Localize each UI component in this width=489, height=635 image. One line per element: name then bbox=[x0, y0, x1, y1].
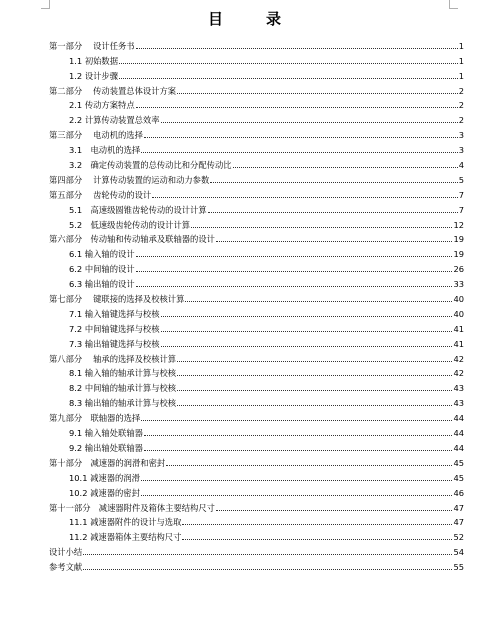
dot-leader bbox=[144, 435, 453, 436]
toc-page-number: 19 bbox=[453, 234, 464, 245]
dot-leader bbox=[191, 227, 452, 228]
toc-entry-label: 第五部分 齿轮传动的设计 bbox=[49, 189, 152, 200]
toc-entry-label: 7.2 中间轴键选择与校核 bbox=[69, 323, 160, 334]
toc-subsection-entry[interactable] bbox=[49, 423, 464, 438]
toc-entry-label: 6.2 中间轴的设计 bbox=[69, 264, 135, 275]
dot-leader bbox=[161, 316, 453, 317]
toc-page-number: 45 bbox=[453, 472, 464, 483]
toc-entry-label: 1.2 设计步骤 bbox=[69, 70, 119, 81]
toc-entry-label: 6.1 输入轴的设计 bbox=[69, 249, 135, 260]
toc-entry-label: 2.2 计算传动装置总效率 bbox=[69, 115, 160, 126]
dot-leader bbox=[83, 569, 452, 570]
dot-leader bbox=[161, 122, 458, 123]
toc-entry-label: 1.1 初始数据 bbox=[69, 55, 119, 66]
toc-subsection-entry[interactable] bbox=[49, 140, 464, 155]
toc-subsection-entry[interactable] bbox=[49, 244, 464, 259]
toc-page-number: 19 bbox=[453, 249, 464, 260]
toc-entry-label: 9.1 输入轴处联轴器 bbox=[69, 428, 143, 439]
toc-page-number: 52 bbox=[453, 532, 464, 543]
dot-leader bbox=[182, 524, 452, 525]
toc-page-number: 44 bbox=[453, 428, 464, 439]
toc-subsection-entry[interactable] bbox=[49, 513, 464, 528]
toc-entry-label: 第二部分 传动装置总体设计方案 bbox=[49, 85, 177, 96]
toc-entry-label: 2.1 传动方案特点 bbox=[69, 100, 135, 111]
dot-leader bbox=[161, 331, 453, 332]
toc-page-number: 43 bbox=[453, 383, 464, 394]
toc-entry-label: 8.2 中间轴的轴承计算与校核 bbox=[69, 383, 177, 394]
toc-entry-label: 设计小结 bbox=[49, 547, 83, 558]
toc-section-entry[interactable] bbox=[49, 81, 464, 96]
toc-subsection-entry[interactable] bbox=[49, 259, 464, 274]
toc-subsection-entry[interactable] bbox=[49, 364, 464, 379]
toc-subsection-entry[interactable] bbox=[49, 527, 464, 542]
dot-leader bbox=[141, 480, 453, 481]
toc-entry-label: 5.2 低速级齿轮传动的设计计算 bbox=[69, 219, 191, 230]
dot-leader bbox=[136, 271, 453, 272]
toc-entry-label: 3.1 电动机的选择 bbox=[69, 145, 141, 156]
toc-entry-label: 7.3 输出轴键选择与校核 bbox=[69, 338, 160, 349]
toc-page-number: 41 bbox=[453, 338, 464, 349]
toc-entry-label: 第三部分 电动机的选择 bbox=[49, 130, 143, 141]
toc-section-entry[interactable] bbox=[49, 542, 464, 557]
toc-page-number: 5 bbox=[458, 174, 464, 185]
toc-entry-label: 10.2 减速器的密封 bbox=[69, 487, 140, 498]
toc-entry-label: 第四部分 计算传动装置的运动和动力参数 bbox=[49, 174, 210, 185]
toc-entry-label: 第八部分 轴承的选择及校核计算 bbox=[49, 353, 177, 364]
dot-leader bbox=[136, 256, 453, 257]
toc-subsection-entry[interactable] bbox=[49, 155, 464, 170]
dot-leader bbox=[177, 361, 452, 362]
toc-subsection-entry[interactable] bbox=[49, 200, 464, 215]
toc-page-number: 42 bbox=[453, 368, 464, 379]
toc-entry-label: 参考文献 bbox=[49, 562, 83, 573]
toc-subsection-entry[interactable] bbox=[49, 334, 464, 349]
toc-subsection-entry[interactable] bbox=[49, 483, 464, 498]
dot-leader bbox=[208, 212, 458, 213]
toc-page-number: 2 bbox=[458, 115, 464, 126]
toc-page-number: 3 bbox=[458, 130, 464, 141]
table-of-contents bbox=[49, 36, 464, 572]
toc-page-number: 40 bbox=[453, 308, 464, 319]
toc-page-number: 42 bbox=[453, 353, 464, 364]
toc-page-number: 1 bbox=[458, 40, 464, 51]
dot-leader bbox=[177, 390, 452, 391]
toc-entry-label: 第九部分 联轴器的选择 bbox=[49, 413, 141, 424]
toc-section-entry[interactable] bbox=[49, 498, 464, 513]
toc-entry-label: 10.1 减速器的润滑 bbox=[69, 472, 140, 483]
toc-entry-label: 7.1 输入轴键选择与校核 bbox=[69, 308, 160, 319]
toc-page-number: 1 bbox=[458, 55, 464, 66]
dot-leader bbox=[141, 420, 452, 421]
toc-entry-label: 3.2 确定传动装置的总传动比和分配传动比 bbox=[69, 160, 232, 171]
toc-page-number: 44 bbox=[453, 442, 464, 453]
toc-section-entry[interactable] bbox=[49, 408, 464, 423]
dot-leader bbox=[185, 301, 452, 302]
toc-page-number: 33 bbox=[453, 279, 464, 290]
toc-entry-label: 第十部分 减速器的润滑和密封 bbox=[49, 457, 166, 468]
toc-page-number: 46 bbox=[453, 487, 464, 498]
toc-section-entry[interactable] bbox=[49, 230, 464, 245]
toc-subsection-entry[interactable] bbox=[49, 378, 464, 393]
toc-subsection-entry[interactable] bbox=[49, 438, 464, 453]
toc-page-number: 1 bbox=[458, 70, 464, 81]
dot-leader bbox=[182, 539, 452, 540]
toc-entry-label: 5.1 高速级圆锥齿轮传动的设计计算 bbox=[69, 204, 207, 215]
toc-entry-label: 6.3 输出轴的设计 bbox=[69, 279, 135, 290]
toc-page-number: 3 bbox=[458, 145, 464, 156]
toc-entry-label: 第一部分 设计任务书 bbox=[49, 40, 135, 51]
toc-page-number: 55 bbox=[453, 562, 464, 573]
toc-section-entry[interactable] bbox=[49, 125, 464, 140]
toc-page-number: 47 bbox=[453, 517, 464, 528]
toc-entry-label: 8.3 输出轴的轴承计算与校核 bbox=[69, 398, 177, 409]
toc-entry-label: 第十一部分 减速器附件及箱体主要结构尺寸 bbox=[49, 502, 215, 513]
toc-subsection-entry[interactable] bbox=[49, 274, 464, 289]
dot-leader bbox=[216, 241, 452, 242]
toc-entry-label: 第六部分 传动轴和传动轴承及联轴器的设计 bbox=[49, 234, 215, 245]
toc-subsection-entry[interactable] bbox=[49, 319, 464, 334]
toc-page-number: 12 bbox=[453, 219, 464, 230]
toc-page-number: 7 bbox=[458, 189, 464, 200]
toc-section-entry[interactable] bbox=[49, 349, 464, 364]
toc-page-number: 26 bbox=[453, 264, 464, 275]
toc-page-number: 41 bbox=[453, 323, 464, 334]
toc-title: 目 录 bbox=[207, 10, 295, 28]
toc-page-number: 45 bbox=[453, 457, 464, 468]
toc-section-entry[interactable] bbox=[49, 185, 464, 200]
toc-page-number: 47 bbox=[453, 502, 464, 513]
toc-page-number: 40 bbox=[453, 294, 464, 305]
dot-leader bbox=[136, 107, 458, 108]
toc-entry-label: 8.1 输入轴的轴承计算与校核 bbox=[69, 368, 177, 379]
toc-section-entry[interactable] bbox=[49, 170, 464, 185]
dot-leader bbox=[177, 375, 452, 376]
dot-leader bbox=[166, 465, 452, 466]
dot-leader bbox=[83, 554, 452, 555]
dot-leader bbox=[177, 405, 452, 406]
toc-entry-label: 第七部分 键联接的选择及校核计算 bbox=[49, 294, 185, 305]
toc-page-number: 2 bbox=[458, 100, 464, 111]
dot-leader bbox=[233, 167, 458, 168]
dot-leader bbox=[210, 182, 457, 183]
toc-page-number: 2 bbox=[458, 85, 464, 96]
toc-page-number: 54 bbox=[453, 547, 464, 558]
dot-leader bbox=[119, 63, 458, 64]
toc-subsection-entry[interactable] bbox=[49, 393, 464, 408]
dot-leader bbox=[144, 450, 453, 451]
toc-section-entry[interactable] bbox=[49, 557, 464, 572]
dot-leader bbox=[141, 152, 457, 153]
dot-leader bbox=[216, 510, 452, 511]
dot-leader bbox=[152, 197, 458, 198]
toc-page-number: 43 bbox=[453, 398, 464, 409]
toc-section-entry[interactable] bbox=[49, 453, 464, 468]
toc-section-entry[interactable] bbox=[49, 36, 464, 51]
toc-entry-label: 11.1 减速器附件的设计与选取 bbox=[69, 517, 182, 528]
toc-subsection-entry[interactable] bbox=[49, 215, 464, 230]
dot-leader bbox=[177, 93, 458, 94]
dot-leader bbox=[136, 48, 458, 49]
toc-page-number: 4 bbox=[458, 160, 464, 171]
toc-subsection-entry[interactable] bbox=[49, 110, 464, 125]
dot-leader bbox=[141, 495, 453, 496]
dot-leader bbox=[161, 346, 453, 347]
dot-leader bbox=[136, 286, 453, 287]
toc-entry-label: 11.2 减速器箱体主要结构尺寸 bbox=[69, 532, 182, 543]
toc-subsection-entry[interactable] bbox=[49, 468, 464, 483]
toc-subsection-entry[interactable] bbox=[49, 66, 464, 81]
toc-entry-label: 9.2 输出轴处联轴器 bbox=[69, 442, 143, 453]
toc-subsection-entry[interactable] bbox=[49, 51, 464, 66]
toc-page-number: 44 bbox=[453, 413, 464, 424]
toc-section-entry[interactable] bbox=[49, 289, 464, 304]
toc-subsection-entry[interactable] bbox=[49, 304, 464, 319]
toc-subsection-entry[interactable] bbox=[49, 96, 464, 111]
dot-leader bbox=[144, 137, 458, 138]
toc-page-number: 7 bbox=[458, 204, 464, 215]
dot-leader bbox=[119, 78, 458, 79]
